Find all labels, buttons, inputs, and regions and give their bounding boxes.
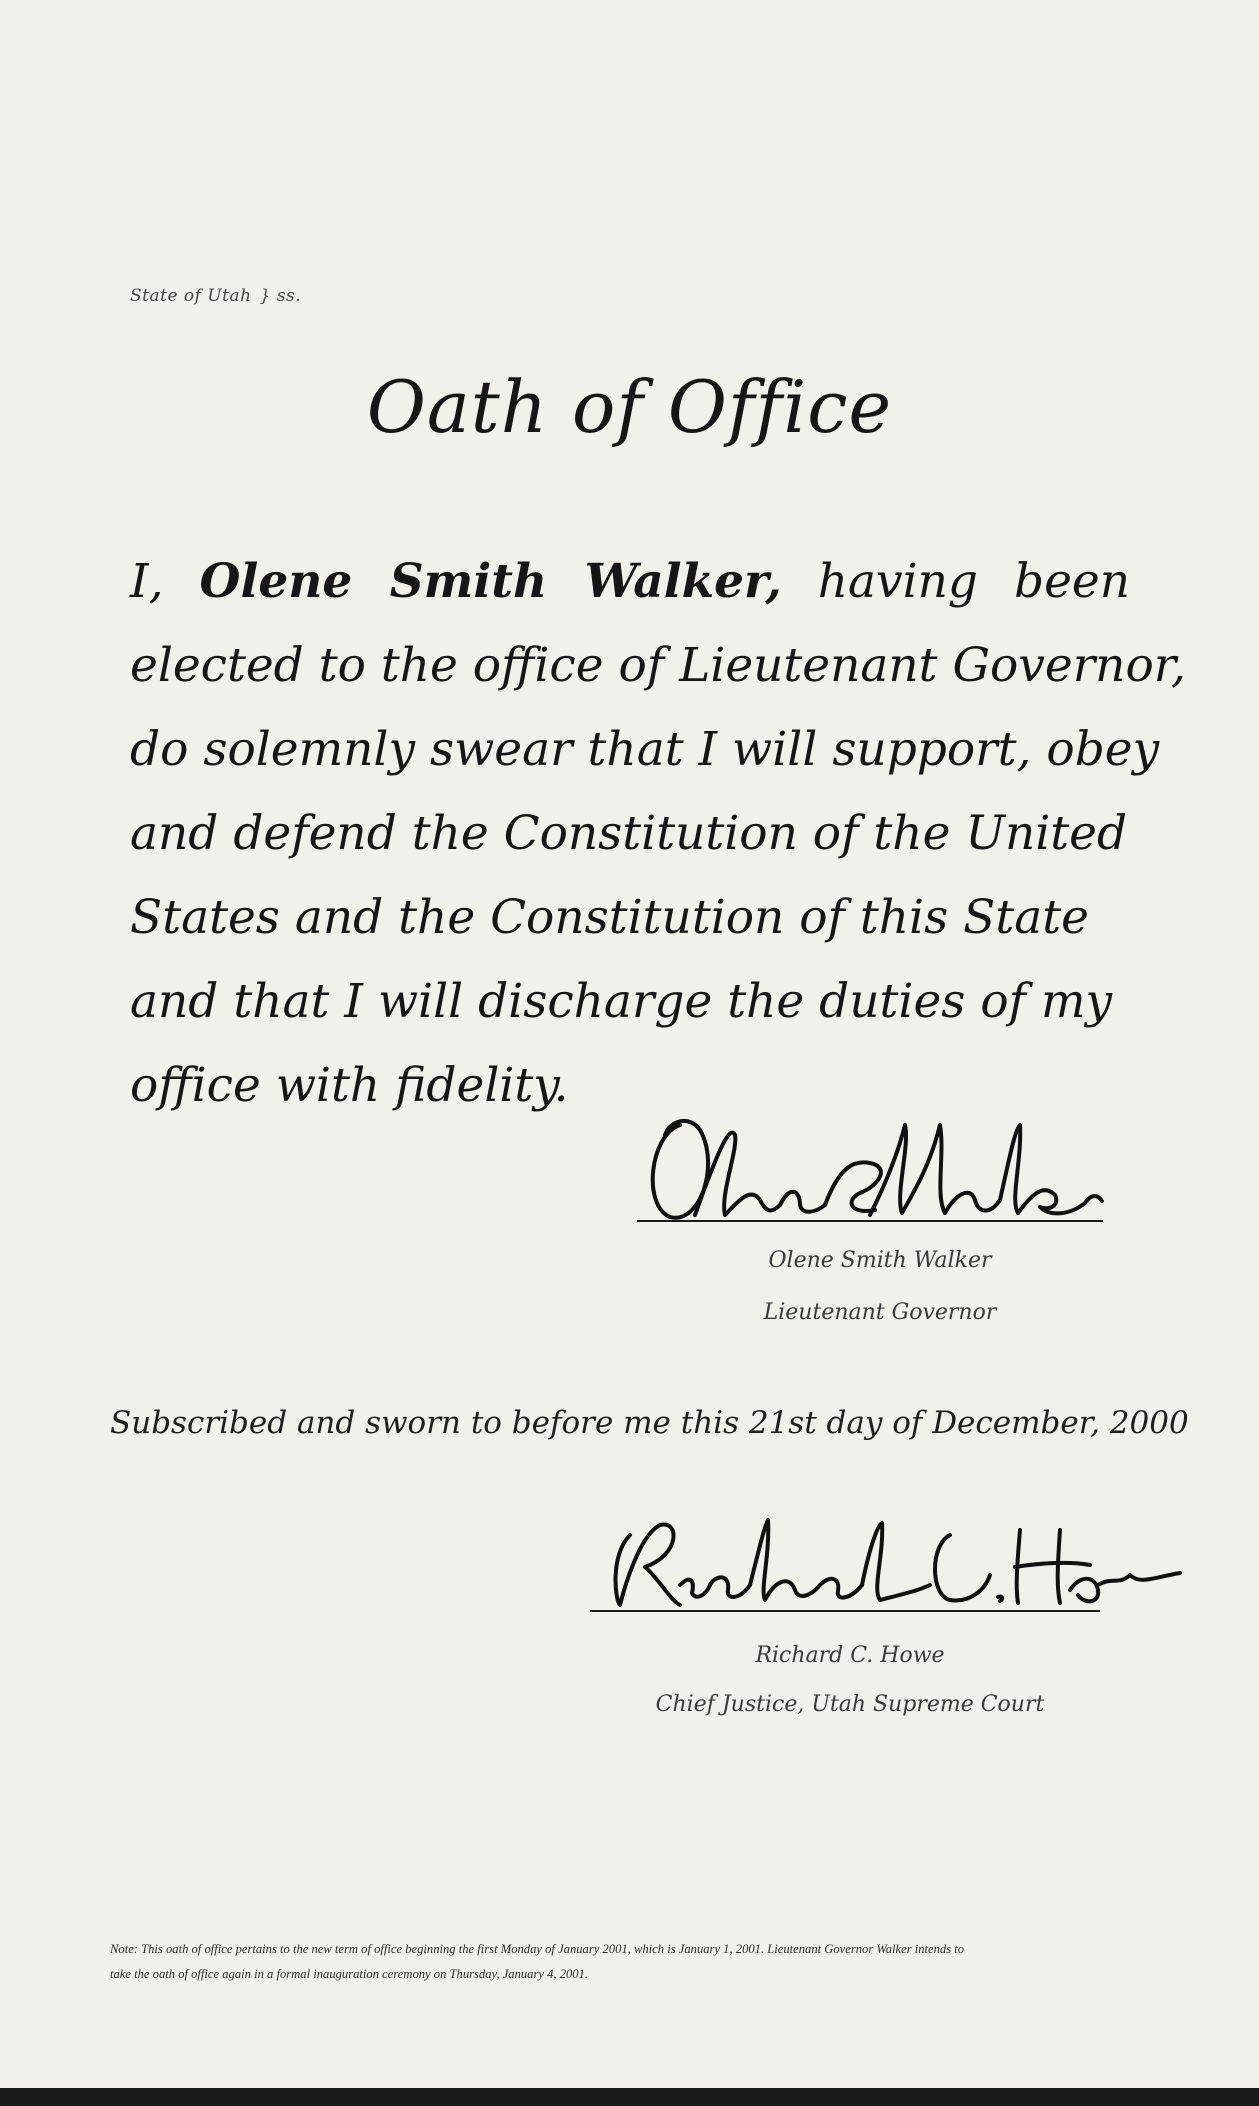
document-title: Oath of Office (366, 365, 893, 449)
signature-line-2 (590, 1610, 1100, 1612)
oath-line-1-tail: having been (817, 554, 1130, 609)
oath-prefix: I, (130, 554, 164, 609)
footnote-line-1: Note: This oath of office pertains to the new term of office beginning the first Monday of January 2001, which is January 1, 2001. Lieutenant Governor Walker intends to (110, 1942, 965, 1956)
oath-name: Olene Smith Walker, (199, 554, 782, 609)
signature-line-1 (637, 1220, 1103, 1222)
venue-state: State of Utah (130, 286, 252, 306)
signer2-name: Richard C. Howe (755, 1643, 945, 1668)
oath-line-1 (130, 540, 1130, 624)
subscribed-statement: Subscribed and sworn to before me this 21st day of December, 2000 (110, 1405, 1189, 1441)
signature-walker (640, 1105, 1110, 1225)
signer1-title: Lieutenant Governor (763, 1300, 997, 1325)
oath-text (130, 540, 1186, 1128)
footnote (110, 1937, 1150, 1987)
oath-line-5: States and the Constitution of this State (130, 890, 1089, 945)
signer1-name: Olene Smith Walker (768, 1248, 992, 1273)
footnote-line-2: take the oath of office again in a formal inauguration ceremony on Thursday, January 4, 2001. (110, 1967, 589, 1981)
oath-line-2: elected to the office of Lieutenant Governor, (130, 638, 1186, 693)
venue-suffix: } ss. (259, 286, 302, 306)
oath-line-3: do solemnly swear that I will support, obey (130, 722, 1160, 777)
oath-line-6: and that I will discharge the duties of my (130, 974, 1113, 1029)
signature-howe (600, 1505, 1190, 1615)
oath-line-7: office with fidelity. (130, 1058, 569, 1113)
signer2-title: Chief Justice, Utah Supreme Court (655, 1692, 1045, 1717)
oath-line-4: and defend the Constitution of the United (130, 806, 1128, 861)
venue-line (130, 286, 301, 306)
